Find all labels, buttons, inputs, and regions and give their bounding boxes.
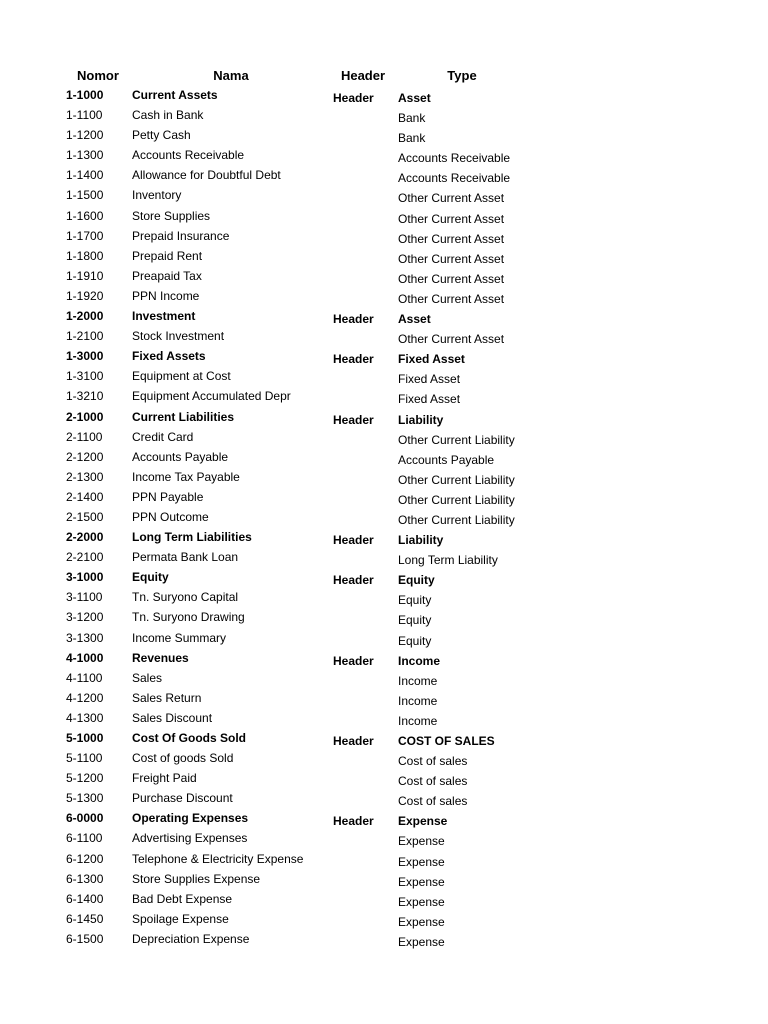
account-number: 6-1500 xyxy=(66,931,104,946)
account-name: Equipment at Cost xyxy=(132,369,231,384)
account-type: Fixed Asset xyxy=(398,352,465,367)
account-number: 5-1000 xyxy=(66,731,104,745)
account-number: 3-1100 xyxy=(66,590,103,605)
column-header-nomor: Nomor xyxy=(77,68,119,83)
account-number: 2-1000 xyxy=(66,409,104,424)
account-number: 2-1500 xyxy=(66,509,104,524)
account-number: 2-1300 xyxy=(66,469,104,484)
account-type: Long Term Liability xyxy=(398,553,498,568)
account-row xyxy=(0,268,768,288)
account-number: 5-1100 xyxy=(66,751,103,766)
account-header-row xyxy=(0,529,768,549)
account-type: Bank xyxy=(398,131,426,146)
account-name: Equipment Accumulated Depr xyxy=(132,389,291,404)
account-row xyxy=(0,127,768,147)
column-header-type: Type xyxy=(447,68,477,83)
account-type: Equity xyxy=(398,613,432,628)
account-row xyxy=(0,368,768,388)
account-name: Accounts Payable xyxy=(132,449,229,464)
account-number: 1-1100 xyxy=(66,108,103,123)
account-name: Prepaid Rent xyxy=(132,248,203,263)
account-row xyxy=(0,429,768,449)
account-row xyxy=(0,328,768,348)
account-row xyxy=(0,187,768,207)
account-name: Bad Debt Expense xyxy=(132,891,233,906)
account-row xyxy=(0,931,768,951)
account-type: Expense xyxy=(398,934,445,949)
account-row xyxy=(0,630,768,650)
account-header-flag: Header xyxy=(333,91,374,105)
account-number: 1-1300 xyxy=(66,148,104,163)
account-type: Cost of sales xyxy=(398,774,468,789)
account-number: 1-1700 xyxy=(66,228,104,243)
account-name: Tn. Suryono Drawing xyxy=(132,610,245,625)
account-name: Depreciation Expense xyxy=(132,931,250,946)
account-name: Purchase Discount xyxy=(132,791,233,806)
account-type: Other Current Liability xyxy=(398,492,515,507)
account-type: Equity xyxy=(398,633,432,648)
account-number: 1-1910 xyxy=(66,268,104,283)
account-type: Other Current Asset xyxy=(398,191,505,206)
column-header-header: Header xyxy=(340,68,386,83)
account-name: Current Assets xyxy=(132,88,218,102)
account-row xyxy=(0,670,768,690)
account-number: 6-1450 xyxy=(66,911,104,926)
account-name: Tn. Suryono Capital xyxy=(132,590,239,605)
account-header-flag: Header xyxy=(333,814,374,829)
account-row xyxy=(0,830,768,850)
account-row xyxy=(0,790,768,810)
column-header-row xyxy=(0,68,768,86)
account-type: Asset xyxy=(398,91,431,105)
account-row xyxy=(0,549,768,569)
account-number: 3-1000 xyxy=(66,570,104,585)
account-header-flag: Header xyxy=(333,573,374,588)
account-number: 1-1500 xyxy=(66,188,104,203)
account-header-row xyxy=(0,308,768,328)
account-type: Income xyxy=(398,713,438,728)
account-number: 4-1000 xyxy=(66,650,104,665)
column-header-nama: Nama xyxy=(213,68,249,83)
account-name: Investment xyxy=(132,309,196,324)
account-header-flag: Header xyxy=(333,533,374,548)
account-type: Other Current Asset xyxy=(398,291,505,306)
account-type: Other Current Liability xyxy=(398,472,515,487)
account-name: Revenues xyxy=(132,650,189,665)
account-number: 3-1200 xyxy=(66,610,104,625)
account-name: Fixed Assets xyxy=(132,349,206,364)
account-number: 1-1200 xyxy=(66,128,104,143)
account-number: 4-1100 xyxy=(66,670,103,685)
account-row xyxy=(0,871,768,891)
account-name: Inventory xyxy=(132,188,182,203)
account-name: Credit Card xyxy=(132,429,194,444)
account-type: Expense xyxy=(398,854,445,869)
account-row xyxy=(0,288,768,308)
account-number: 1-1400 xyxy=(66,168,104,183)
account-name: Telephone & Electricity Expense xyxy=(132,851,304,866)
account-type: Bank xyxy=(398,111,426,126)
account-row xyxy=(0,147,768,167)
account-type: Equity xyxy=(398,573,435,588)
account-header-row xyxy=(0,409,768,429)
account-row xyxy=(0,469,768,489)
account-header-row xyxy=(0,810,768,830)
account-row xyxy=(0,489,768,509)
account-row xyxy=(0,228,768,248)
account-number: 2-1200 xyxy=(66,449,104,464)
account-name: Long Term Liabilities xyxy=(132,530,252,545)
account-number: 2-2100 xyxy=(66,550,104,565)
account-number: 6-1400 xyxy=(66,891,104,906)
account-type: Other Current Asset xyxy=(398,271,505,286)
account-number: 1-1600 xyxy=(66,208,104,223)
account-row xyxy=(0,690,768,710)
account-type: Expense xyxy=(398,814,448,829)
account-type: Liability xyxy=(398,533,444,548)
account-number: 2-1400 xyxy=(66,489,104,504)
account-type: Expense xyxy=(398,914,445,929)
account-name: Prepaid Insurance xyxy=(132,228,230,243)
account-row xyxy=(0,509,768,529)
account-name: Preapaid Tax xyxy=(132,268,202,283)
account-type: Fixed Asset xyxy=(398,392,461,407)
account-name: Current Liabilities xyxy=(132,409,235,424)
account-name: Equity xyxy=(132,570,169,585)
account-type: COST OF SALES xyxy=(398,734,495,748)
account-header-flag: Header xyxy=(333,734,374,748)
account-name: Stock Investment xyxy=(132,329,225,344)
account-number: 6-1300 xyxy=(66,871,104,886)
account-type: Other Current Liability xyxy=(398,432,515,447)
account-type: Income xyxy=(398,653,441,668)
account-header-flag: Header xyxy=(333,312,374,327)
account-name: Allowance for Doubtful Debt xyxy=(132,168,281,183)
account-number: 1-2000 xyxy=(66,309,104,324)
account-number: 1-1920 xyxy=(66,288,104,303)
account-list xyxy=(0,87,768,951)
account-row xyxy=(0,449,768,469)
account-row xyxy=(0,710,768,730)
account-header-row xyxy=(0,569,768,589)
account-type: Other Current Liability xyxy=(398,512,515,527)
account-row xyxy=(0,609,768,629)
account-type: Income xyxy=(398,693,438,708)
account-row xyxy=(0,770,768,790)
account-number: 1-3100 xyxy=(66,369,104,384)
account-name: Sales Discount xyxy=(132,710,213,725)
account-type: Other Current Asset xyxy=(398,211,505,226)
account-number: 5-1300 xyxy=(66,791,104,806)
account-name: Permata Bank Loan xyxy=(132,550,239,565)
account-name: Spoilage Expense xyxy=(132,911,229,926)
account-header-row xyxy=(0,730,768,750)
account-number: 6-0000 xyxy=(66,811,104,826)
account-number: 3-1300 xyxy=(66,630,104,645)
account-name: Sales xyxy=(132,670,163,685)
account-number: 1-3210 xyxy=(66,389,104,404)
account-name: Store Supplies Expense xyxy=(132,871,261,886)
account-name: Operating Expenses xyxy=(132,811,249,826)
account-number: 2-2000 xyxy=(66,530,104,545)
account-number: 4-1200 xyxy=(66,690,104,705)
account-name: Income Summary xyxy=(132,630,227,645)
account-name: PPN Income xyxy=(132,288,200,303)
account-type: Asset xyxy=(398,312,431,327)
account-row xyxy=(0,248,768,268)
account-name: Cost of goods Sold xyxy=(132,751,234,766)
account-header-row xyxy=(0,87,768,107)
account-type: Other Current Asset xyxy=(398,251,505,266)
account-name: Cash in Bank xyxy=(132,108,204,123)
account-header-flag: Header xyxy=(333,352,374,367)
account-type: Income xyxy=(398,673,438,688)
account-row xyxy=(0,388,768,408)
account-type: Expense xyxy=(398,834,445,849)
account-type: Expense xyxy=(398,894,445,909)
account-row xyxy=(0,750,768,770)
account-number: 1-3000 xyxy=(66,349,104,364)
account-name: Advertising Expenses xyxy=(132,831,248,846)
account-number: 6-1200 xyxy=(66,851,104,866)
account-name: PPN Payable xyxy=(132,489,204,504)
account-row xyxy=(0,851,768,871)
account-row xyxy=(0,589,768,609)
account-header-row xyxy=(0,650,768,670)
account-header-row xyxy=(0,348,768,368)
account-number: 1-1000 xyxy=(66,88,104,102)
account-type: Other Current Asset xyxy=(398,231,505,246)
account-type: Accounts Receivable xyxy=(398,171,511,186)
account-number: 5-1200 xyxy=(66,771,104,786)
account-number: 4-1300 xyxy=(66,710,104,725)
account-type: Fixed Asset xyxy=(398,372,461,387)
account-name: Accounts Receivable xyxy=(132,148,245,163)
account-name: PPN Outcome xyxy=(132,509,209,524)
account-number: 1-1800 xyxy=(66,248,104,263)
account-row xyxy=(0,911,768,931)
account-row xyxy=(0,167,768,187)
account-row xyxy=(0,891,768,911)
account-number: 2-1100 xyxy=(66,429,103,444)
account-name: Store Supplies xyxy=(132,208,211,223)
account-number: 1-2100 xyxy=(66,329,104,344)
account-header-flag: Header xyxy=(333,653,374,668)
account-type: Accounts Receivable xyxy=(398,151,511,166)
account-type: Equity xyxy=(398,593,432,608)
account-type: Cost of sales xyxy=(398,754,468,769)
account-type: Liability xyxy=(398,412,444,427)
account-type: Accounts Payable xyxy=(398,452,495,467)
account-header-flag: Header xyxy=(333,412,374,427)
account-type: Expense xyxy=(398,874,445,889)
account-row xyxy=(0,107,768,127)
account-name: Cost Of Goods Sold xyxy=(132,731,246,745)
account-name: Freight Paid xyxy=(132,771,197,786)
account-name: Sales Return xyxy=(132,690,202,705)
account-name: Petty Cash xyxy=(132,128,191,143)
account-name: Income Tax Payable xyxy=(132,469,240,484)
account-type: Cost of sales xyxy=(398,794,468,809)
account-type: Other Current Asset xyxy=(398,332,505,347)
account-number: 6-1100 xyxy=(66,831,103,846)
account-row xyxy=(0,208,768,228)
